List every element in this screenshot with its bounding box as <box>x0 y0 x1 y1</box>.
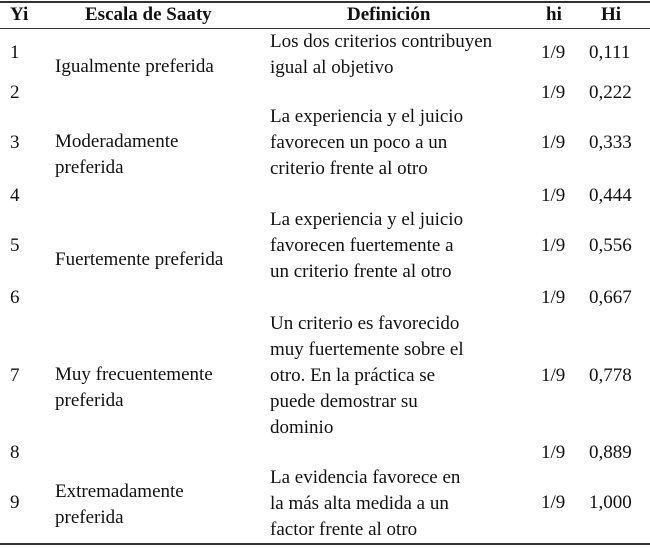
header-escala: Escala de Saaty <box>85 4 212 25</box>
definicion-7: Un criterio es favorecido muy fuertemente sobre el otro. En la práctica se puede demostrar su dominio <box>270 313 464 438</box>
definicion-5: La experiencia y el juicio favorecen fuertemente a un criterio frente al otro <box>270 209 464 282</box>
row-8-yi: 8 <box>10 442 20 463</box>
row-3-yi: 3 <box>10 132 20 153</box>
row-8-hi: 1/9 <box>541 442 566 463</box>
definicion-1: Los dos criterios contribuyen igual al objetivo <box>270 31 493 78</box>
row-7-hi: 1/9 <box>541 365 566 386</box>
header-definicion: Definición <box>347 4 431 25</box>
escala-9: Extremadamente preferida <box>55 481 184 528</box>
row-6-hi: 1/9 <box>541 287 566 308</box>
row-2-yi: 2 <box>10 82 20 103</box>
row-9-Hi: 1,000 <box>589 492 632 513</box>
row-9-yi: 9 <box>10 492 20 513</box>
header-yi: Yi <box>10 4 29 25</box>
row-1-Hi: 0,111 <box>589 42 631 63</box>
bottom-rule <box>0 543 650 545</box>
row-1-yi: 1 <box>10 42 20 63</box>
row-6-Hi: 0,667 <box>589 287 632 308</box>
row-5-hi: 1/9 <box>541 235 566 256</box>
row-3-hi: 1/9 <box>541 132 566 153</box>
row-5-Hi: 0,556 <box>589 235 632 256</box>
escala-3: Moderadamente preferida <box>55 131 179 178</box>
row-6-yi: 6 <box>10 287 20 308</box>
header-Hi: Hi <box>601 4 622 25</box>
escala-1: Igualmente preferida <box>55 56 214 77</box>
escala-7: Muy frecuentemente preferida <box>55 364 213 411</box>
definicion-3: La experiencia y el juicio favorecen un poco a un criterio frente al otro <box>270 106 464 179</box>
row-3-Hi: 0,333 <box>589 132 632 153</box>
row-9-hi: 1/9 <box>541 492 566 513</box>
header-hi: hi <box>546 4 562 25</box>
row-5-yi: 5 <box>10 235 20 256</box>
row-4-yi: 4 <box>10 185 20 206</box>
definicion-9: La evidencia favorece en la más alta medida a un factor frente al otro <box>270 467 461 540</box>
row-2-hi: 1/9 <box>541 82 566 103</box>
row-4-Hi: 0,444 <box>589 185 632 206</box>
row-2-Hi: 0,222 <box>589 82 632 103</box>
escala-5: Fuertemente preferida <box>55 249 224 270</box>
row-7-Hi: 0,778 <box>589 365 632 386</box>
row-8-Hi: 0,889 <box>589 442 632 463</box>
row-4-hi: 1/9 <box>541 185 566 206</box>
row-1-hi: 1/9 <box>541 42 566 63</box>
row-7-yi: 7 <box>10 365 20 386</box>
